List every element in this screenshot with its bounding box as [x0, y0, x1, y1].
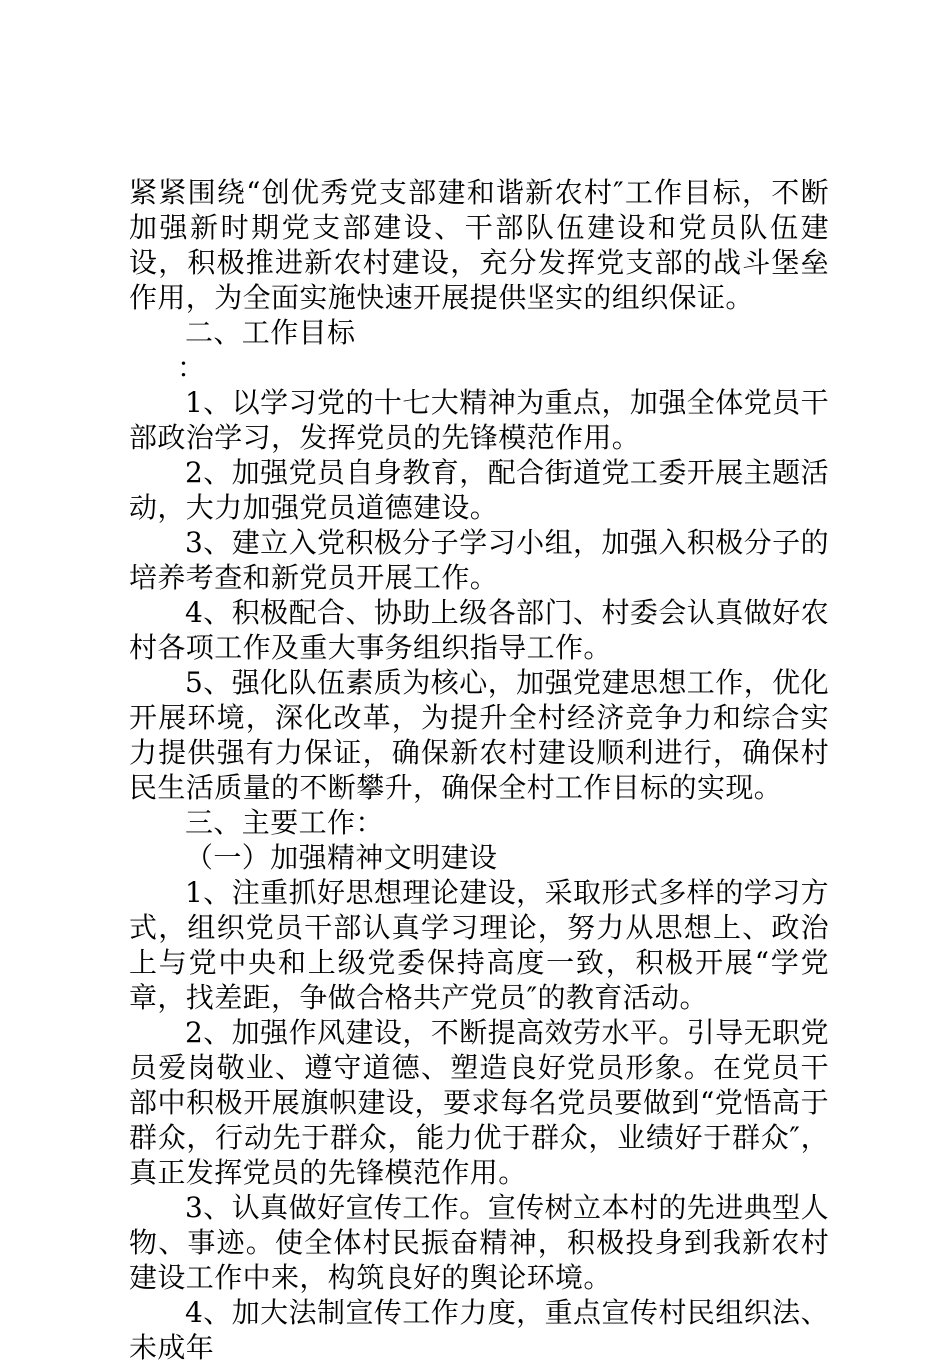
heading-main-work: 三、主要工作：: [185, 806, 384, 839]
goal-item-1: 1、以学习党的十七大精神为重点，加强全体党员干部政治学习，发挥党员的先锋模范作用。: [129, 386, 829, 454]
subheading-spiritual-civilization: （一）加强精神文明建设: [185, 841, 498, 874]
document-body: [129, 175, 829, 1365]
work-item-4: 4、加大法制宣传工作力度，重点宣传村民组织法、未成年: [129, 1296, 829, 1364]
work-item-1: 1、注重抓好思想理论建设，采取形式多样的学习方式，组织党员干部认真学习理论，努力从思想上、政治上与党中央和上级党委保持高度一致，积极开展“学党章，找差距，争做合格共产党员″的教育活动。: [129, 876, 829, 1014]
work-item-2: 2、加强作风建设，不断提高效劳水平。引导无职党员爱岗敬业、遵守道德、塑造良好党员形象。在党员干部中积极开展旗帜建设，要求每名党员要做到“党悟高于群众，行动先于群众，能力优于群众，业绩好于群众″，真正发挥党员的先锋模范作用。: [129, 1016, 829, 1189]
goal-item-5: 5、强化队伍素质为核心，加强党建思想工作，优化开展环境，深化改革，为提升全村经济竞争力和综合实力提供强有力保证，确保新农村建设顺利进行，确保村民生活质量的不断攀升，确保全村工作目标的实现。: [129, 666, 829, 804]
work-item-3: 3、认真做好宣传工作。宣传树立本村的先进典型人物、事迹。使全体村民振奋精神，积极投身到我新农村建设工作中来，构筑良好的舆论环境。: [129, 1191, 829, 1294]
goal-item-2: 2、加强党员自身教育，配合街道党工委开展主题活动，大力加强党员道德建设。: [129, 456, 829, 524]
goal-item-4: 4、积极配合、协助上级各部门、村委会认真做好农村各项工作及重大事务组织指导工作。: [129, 596, 829, 664]
goal-item-3: 3、建立入党积极分子学习小组，加强入积极分子的培养考查和新党员开展工作。: [129, 526, 829, 594]
colon-line: ：: [177, 351, 206, 384]
heading-work-goals: 二、工作目标: [185, 316, 356, 349]
paragraph-intro: 紧紧围绕“创优秀党支部建和谐新农村″工作目标，不断加强新时期党支部建设、干部队伍建设和党员队伍建设，积极推进新农村建设，充分发挥党支部的战斗堡垒作用，为全面实施快速开展提供坚实的组织保证。: [129, 176, 829, 314]
